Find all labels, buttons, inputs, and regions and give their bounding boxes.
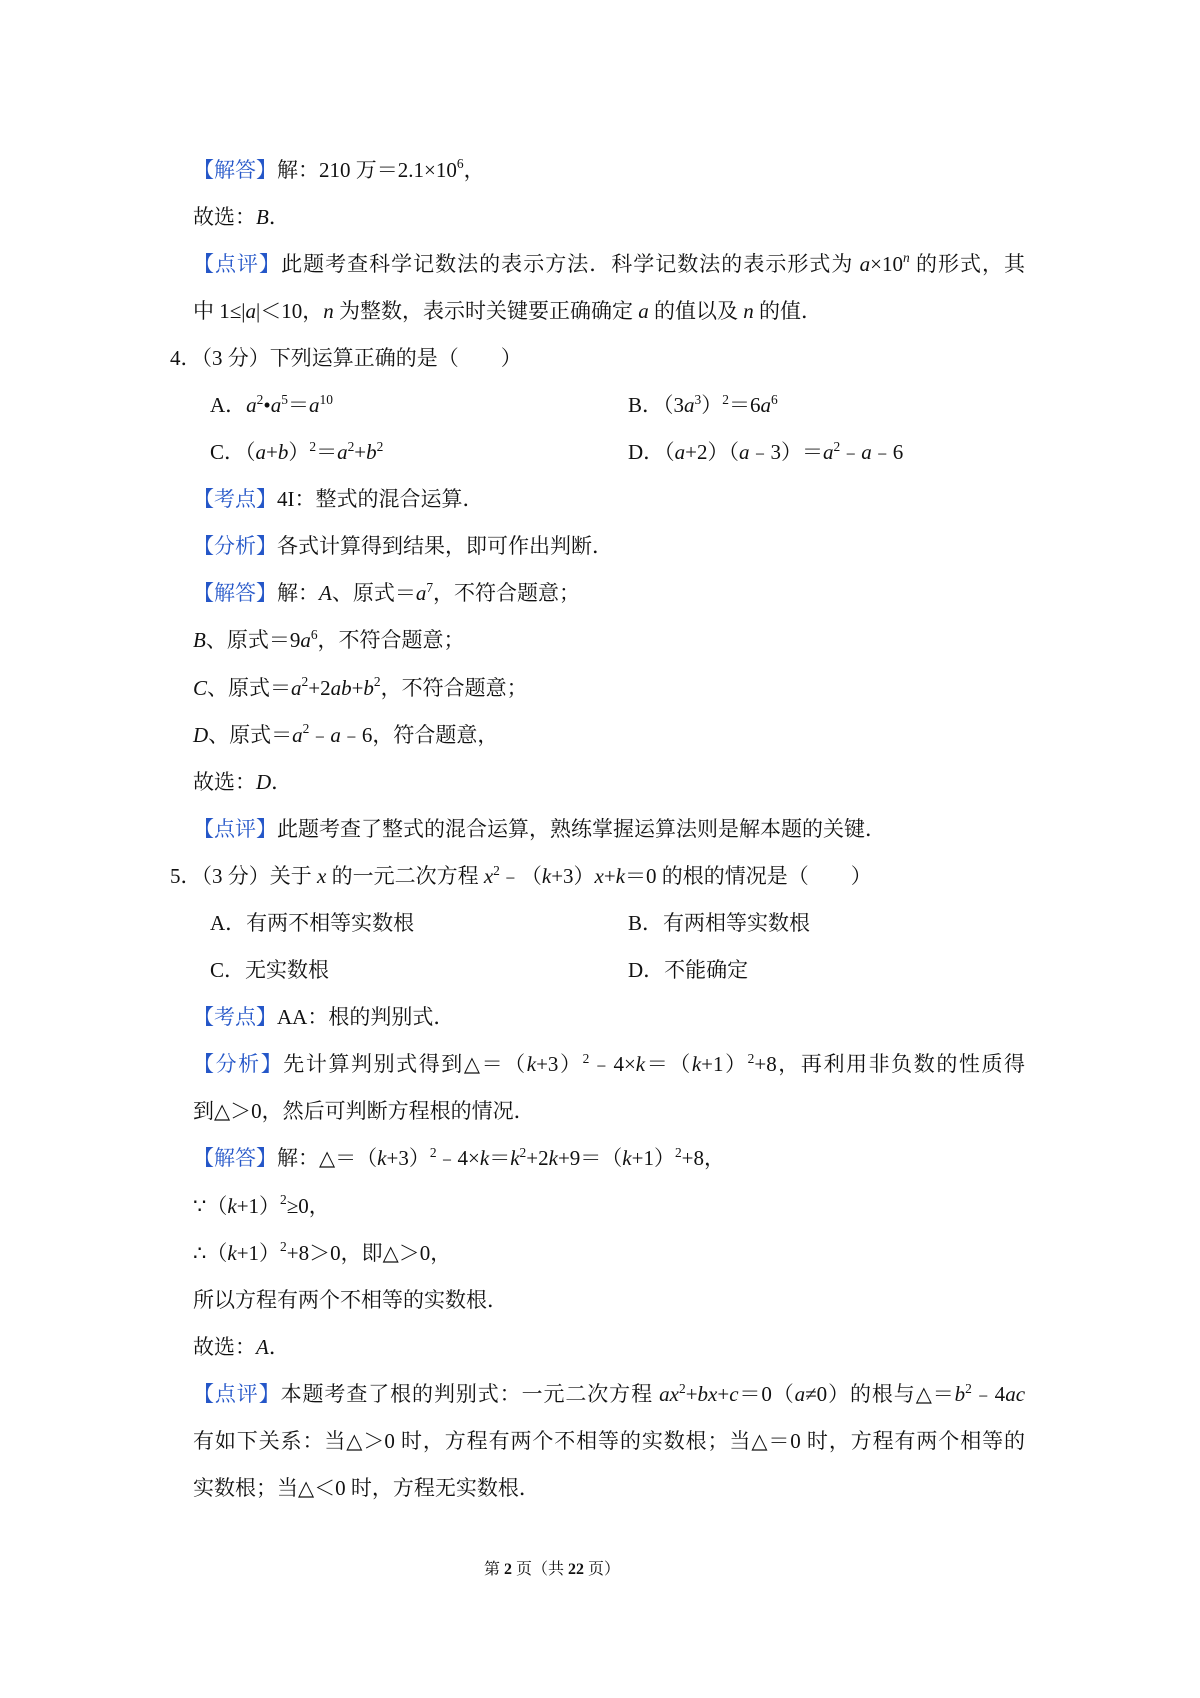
- q5-answer-line: [0, 1277, 1200, 1324]
- superscript: 2: [582, 1050, 590, 1066]
- text-run: 的形式，其: [909, 251, 1026, 276]
- text-run: ﹣4×: [436, 1146, 480, 1171]
- superscript: 2: [678, 1380, 686, 1396]
- text-run: 、原式＝: [331, 581, 416, 606]
- q4-point-line: [0, 476, 1200, 523]
- math-variable: a: [760, 392, 771, 417]
- text-run: +: [685, 1381, 698, 1406]
- footer-text: 第: [484, 1561, 505, 1578]
- math-variable: a: [684, 392, 695, 417]
- q4-options-row: [0, 429, 1200, 476]
- text-run: 故选：: [193, 769, 256, 794]
- math-variable: ac: [1005, 1381, 1026, 1406]
- q4-answer-line: [0, 570, 1200, 617]
- page-footer: [484, 1558, 620, 1582]
- math-variable: ab: [330, 675, 352, 700]
- text-run: 本题考查了根的判别式：一元二次方程: [280, 1381, 660, 1406]
- section-label-point: 【考点】: [193, 1005, 277, 1030]
- text-run: 解：210 万＝2.1×10: [277, 157, 457, 182]
- math-variable: a: [674, 440, 686, 465]
- text-run: ＝0（: [738, 1381, 795, 1406]
- text-run: 、原式＝: [207, 675, 292, 700]
- text-run: +8＞0，即△＞0，: [286, 1240, 452, 1265]
- superscript: 6: [456, 156, 464, 172]
- q5-comment-line: [0, 1418, 1025, 1465]
- text-run: ，不符合题意；: [380, 675, 528, 700]
- q5-options-row: [0, 900, 1200, 947]
- text-run: +1）: [631, 1146, 675, 1171]
- footer-text: 页（共: [512, 1561, 569, 1578]
- math-variable: k: [615, 863, 626, 888]
- q4-answer-line: [0, 759, 1200, 806]
- q5-point-line: [0, 994, 1200, 1041]
- question-number: 5．: [170, 863, 202, 888]
- q5-option-b: B．有两相等实数根: [628, 911, 811, 935]
- q5-analysis-line: [0, 1088, 1200, 1135]
- math-variable: C: [193, 675, 208, 700]
- math-variable: x: [594, 863, 604, 888]
- math-variable: a: [337, 440, 348, 465]
- text-run: ×10: [870, 251, 903, 276]
- math-variable: a: [823, 440, 834, 465]
- text-run: ＝6: [728, 392, 761, 417]
- q5-answer-line: [0, 1324, 1200, 1371]
- text-run: +3）: [551, 863, 595, 888]
- q5-comment-line: [0, 1371, 1025, 1418]
- text-run: ≥0，: [286, 1193, 330, 1218]
- text-run: +1）: [236, 1193, 281, 1218]
- math-variable: b: [954, 1381, 966, 1406]
- math-variable: D: [256, 769, 272, 794]
- section-label-analysis: 【分析】: [193, 1052, 284, 1077]
- text-run: +3）: [536, 1052, 583, 1077]
- math-variable: k: [377, 1146, 387, 1171]
- superscript: 7: [426, 580, 434, 596]
- math-variable: k: [541, 863, 552, 888]
- section-label-comment: 【点评】: [193, 816, 277, 841]
- section-label-answer: 【解答】: [193, 157, 277, 182]
- q5-option-d: D．不能确定: [628, 958, 749, 983]
- superscript: 2: [747, 1050, 755, 1066]
- superscript: 2: [965, 1380, 972, 1396]
- math-variable: B: [193, 628, 206, 653]
- text-run: A．: [210, 392, 247, 417]
- text-run: ﹣4: [971, 1381, 1006, 1406]
- math-variable: a: [739, 440, 750, 465]
- q5-option-a: A．有两不相等实数根: [210, 911, 415, 935]
- text-run: ．: [268, 1334, 290, 1359]
- superscript: 2: [519, 1145, 527, 1161]
- text-run: 各式计算得到结果，即可作出判断．: [277, 534, 613, 559]
- text-run: ﹣: [309, 722, 331, 747]
- text-run: +8，再利用非负数的性质得: [754, 1052, 1026, 1077]
- math-variable: a: [300, 628, 311, 653]
- text-run: D．（: [628, 440, 675, 465]
- q4-option-d: [628, 429, 903, 476]
- q3-answer-line: [0, 194, 1200, 241]
- math-variable: k: [622, 1146, 632, 1171]
- math-variable: A: [256, 1334, 269, 1359]
- q4-options-row: [0, 382, 1200, 429]
- superscript: n: [902, 250, 910, 266]
- q3-answer-line: [0, 147, 1200, 194]
- q3-comment-line: [0, 288, 1200, 335]
- text-run: 中 1≤|: [193, 298, 246, 323]
- q4-option-c: [210, 440, 383, 464]
- math-variable: b: [363, 675, 374, 700]
- math-variable: a: [859, 251, 871, 276]
- text-run: 解：△＝（: [277, 1146, 378, 1171]
- text-run: +8，: [681, 1146, 726, 1171]
- math-variable: a: [270, 392, 282, 417]
- q4-answer-line: [0, 665, 1200, 712]
- text-run: ﹣4×: [589, 1052, 636, 1077]
- text-run: 的值．: [753, 298, 822, 323]
- superscript: 2: [429, 1145, 437, 1161]
- text-run: 的值以及: [648, 298, 744, 323]
- math-variable: c: [729, 1381, 739, 1406]
- q3-comment-line: [0, 241, 1025, 288]
- text-run: 此题考查了整式的混合运算，熟练掌握运算法则是解本题的关键．: [277, 816, 886, 841]
- text-run: （3 分）关于: [201, 863, 317, 888]
- superscript: 2: [280, 1239, 287, 1255]
- q4-answer-line: [0, 712, 1200, 759]
- text-run: 有如下关系：当△＞0 时，方程有两个不相等的实数根；当△＝0 时，方程有两个相等的: [193, 1429, 1025, 1454]
- math-variable: k: [635, 1052, 646, 1077]
- text-run: |＜10，: [255, 298, 324, 323]
- superscript: 2: [722, 391, 729, 407]
- text-run: +2: [526, 1146, 549, 1171]
- text-run: 4I：整式的混合运算．: [277, 487, 484, 512]
- math-variable: a: [292, 722, 303, 747]
- text-run: ，不符合题意；: [317, 628, 465, 653]
- text-run: 实数根；当△＜0 时，方程无实数根．: [193, 1476, 540, 1501]
- superscript: 2: [309, 438, 317, 454]
- footer-page-number: 2: [504, 1561, 513, 1578]
- math-variable: k: [691, 1052, 702, 1077]
- q5-analysis-line: [0, 1041, 1025, 1088]
- footer-text: 页）: [584, 1561, 621, 1578]
- q5-answer-line: [0, 1183, 1200, 1230]
- text-run: ∵（: [193, 1193, 228, 1218]
- text-run: +: [717, 1381, 730, 1406]
- math-variable: n: [323, 298, 334, 323]
- q4-option-a: [210, 393, 333, 417]
- superscript: 6: [770, 391, 778, 407]
- text-run: 的一元二次方程: [326, 863, 484, 888]
- text-run: ＝: [316, 440, 338, 465]
- superscript: 5: [281, 391, 288, 407]
- math-variable: a: [308, 392, 320, 417]
- section-label-analysis: 【分析】: [193, 534, 277, 559]
- text-run: 解：: [277, 581, 319, 606]
- superscript: 10: [319, 391, 333, 407]
- math-variable: a: [245, 298, 256, 323]
- superscript: 2: [376, 438, 384, 454]
- math-variable: bx: [697, 1381, 718, 1406]
- text-run: ＝（: [645, 1052, 692, 1077]
- math-variable: a: [638, 298, 649, 323]
- superscript: 2: [347, 438, 355, 454]
- section-label-point: 【考点】: [193, 487, 277, 512]
- q4-stem: [0, 335, 1200, 382]
- text-run: •: [263, 392, 271, 417]
- text-run: 此题考查科学记数法的表示方法．科学记数法的表示形式为: [281, 251, 860, 276]
- text-run: +: [351, 675, 364, 700]
- math-variable: a: [291, 675, 302, 700]
- superscript: 2: [674, 1145, 682, 1161]
- text-run: ，: [463, 157, 485, 182]
- math-variable: a: [861, 440, 872, 465]
- section-label-comment: 【点评】: [193, 251, 282, 276]
- q5-answer-line: [0, 1135, 1200, 1182]
- page-body: [0, 147, 1200, 1513]
- text-run: +1）: [236, 1240, 281, 1265]
- text-run: 所以方程有两个不相等的实数根．: [193, 1287, 508, 1312]
- text-run: ﹣6: [871, 440, 904, 465]
- section-label-answer: 【解答】: [193, 581, 277, 606]
- text-run: AA：根的判别式．: [277, 1005, 455, 1030]
- footer-total-pages: 22: [568, 1561, 585, 1578]
- q4-answer-line: [0, 617, 1200, 664]
- superscript: 6: [310, 627, 318, 643]
- q4-option-b: [628, 382, 778, 429]
- math-variable: ax: [659, 1381, 679, 1406]
- math-variable: k: [227, 1240, 237, 1265]
- math-variable: k: [526, 1052, 537, 1077]
- math-variable: a: [246, 392, 257, 417]
- math-variable: k: [548, 1146, 558, 1171]
- math-variable: D: [193, 722, 209, 747]
- q5-stem: [0, 853, 1200, 900]
- text-run: C．（: [210, 440, 256, 465]
- superscript: 2: [280, 1192, 287, 1208]
- superscript: 2: [493, 862, 500, 878]
- math-variable: b: [366, 440, 377, 465]
- text-run: +: [603, 863, 616, 888]
- text-run: ）: [288, 440, 310, 465]
- text-run: +2: [308, 675, 331, 700]
- q5-options-row: [0, 947, 1200, 994]
- math-variable: k: [510, 1146, 520, 1171]
- math-variable: a: [415, 581, 427, 606]
- section-label-answer: 【解答】: [193, 1146, 277, 1171]
- text-run: +3）: [386, 1146, 430, 1171]
- text-run: 故选：: [193, 204, 256, 229]
- text-run: ）: [701, 392, 723, 417]
- text-run: ﹣6，符合题意，: [340, 722, 499, 747]
- text-run: ＝: [489, 1146, 511, 1171]
- text-run: ≠0）的根与△＝: [805, 1381, 955, 1406]
- question-number: 4．: [170, 345, 202, 370]
- math-variable: k: [479, 1146, 490, 1171]
- text-run: 、原式＝: [208, 722, 293, 747]
- math-variable: x: [317, 863, 327, 888]
- question-stem: （3 分）下列运算正确的是（ ）: [201, 345, 522, 370]
- text-run: ＝: [287, 392, 309, 417]
- superscript: 2: [302, 721, 310, 737]
- superscript: 2: [373, 674, 381, 690]
- section-label-comment: 【点评】: [193, 1381, 281, 1406]
- text-run: B．（3: [628, 392, 685, 417]
- text-run: 先计算判别式得到△＝（: [283, 1052, 527, 1077]
- math-variable: B: [256, 204, 269, 229]
- math-variable: A: [319, 581, 332, 606]
- math-variable: a: [794, 1381, 806, 1406]
- math-variable: k: [227, 1193, 237, 1218]
- math-variable: a: [330, 722, 341, 747]
- q5-comment-line: [0, 1465, 1200, 1512]
- text-run: ＝0 的根的情况是（ ）: [625, 863, 872, 888]
- superscript: 2: [301, 674, 309, 690]
- text-run: ∴（: [193, 1240, 228, 1265]
- q5-answer-line: [0, 1230, 1200, 1277]
- q5-option-c: C．无实数根: [210, 958, 330, 983]
- math-variable: x: [483, 863, 494, 888]
- q4-analysis-line: [0, 523, 1200, 570]
- text-run: 故选：: [193, 1334, 256, 1359]
- math-variable: n: [743, 298, 754, 323]
- text-run: +1）: [701, 1052, 748, 1077]
- q4-comment-line: [0, 806, 1200, 853]
- text-run: 、原式＝9: [205, 628, 301, 653]
- text-run: +: [354, 440, 367, 465]
- math-variable: b: [277, 440, 289, 465]
- text-run: ﹣: [840, 440, 862, 465]
- text-run: ．: [268, 204, 290, 229]
- superscript: 2: [833, 438, 841, 454]
- text-run: +: [266, 440, 278, 465]
- superscript: 3: [694, 391, 702, 407]
- math-variable: a: [255, 440, 267, 465]
- text-run: +2）（: [685, 440, 740, 465]
- superscript: 2: [256, 391, 264, 407]
- text-run: ﹣3）＝: [749, 440, 824, 465]
- text-run: 为整数，表示时关键要正确确定: [333, 298, 639, 323]
- text-run: ，不符合题意；: [433, 581, 581, 606]
- text-run: 到△＞0，然后可判断方程根的情况．: [193, 1099, 535, 1124]
- text-run: ﹣（: [499, 863, 542, 888]
- text-run: +9＝（: [557, 1146, 623, 1171]
- text-run: ．: [271, 769, 293, 794]
